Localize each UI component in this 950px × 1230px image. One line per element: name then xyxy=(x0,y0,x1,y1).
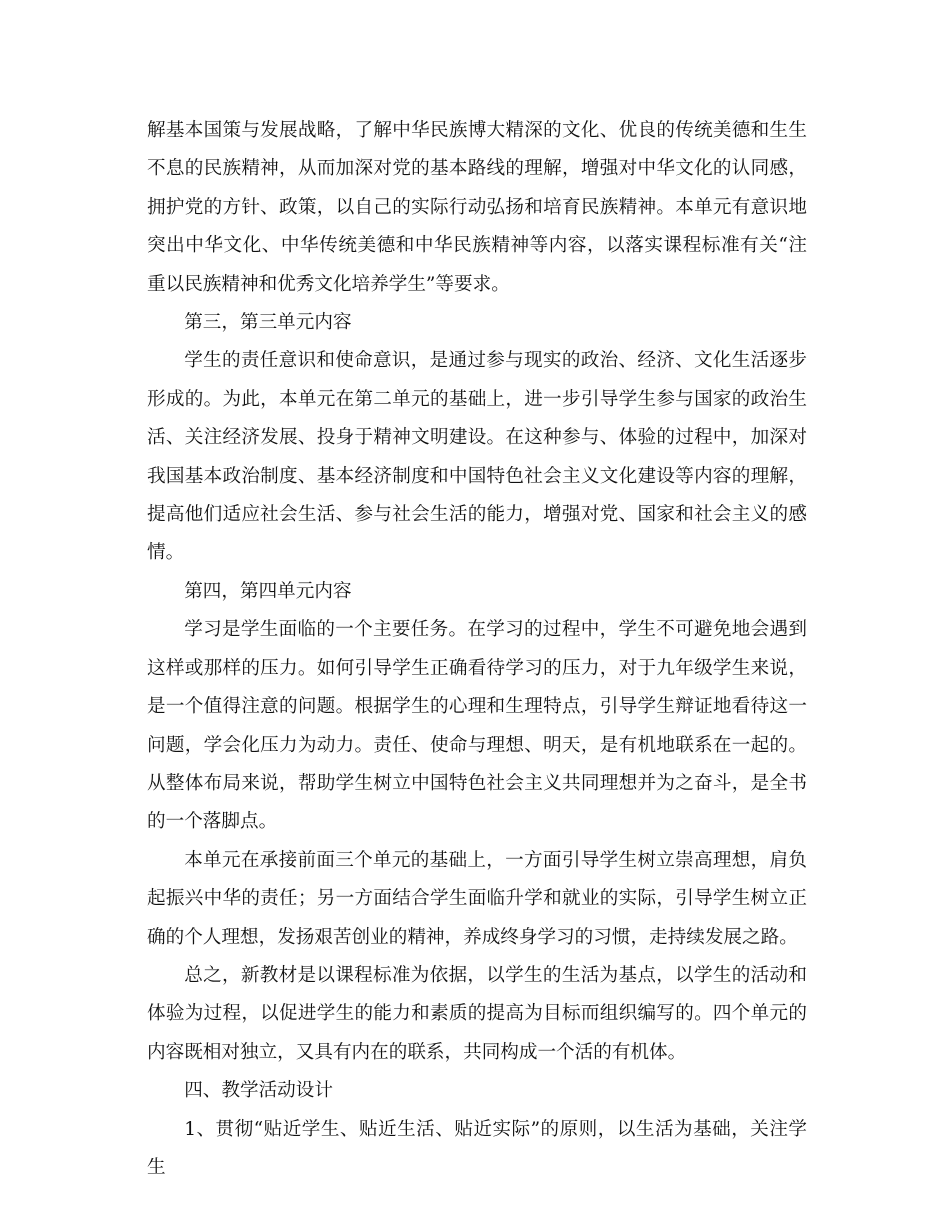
paragraph-unit-four-continued: 本单元在承接前面三个单元的基础上，一方面引导学生树立崇高理想，肩负起振兴中华的责任；另一方面结合学生面临升学和就业的实际，引导学生树立正确的个人理想，发扬艰苦创业的精神，养成终身学习的习惯，走持续发展之路。 xyxy=(147,849,807,948)
paragraph-unit-three: 学生的责任意识和使命意识，是通过参与现实的政治、经济、文化生活逐步形成的。为此，本单元在第二单元的基础上，进一步引导学生参与国家的政治生活、关注经济发展、投身于精神文明建设。在这种参与、体验的过程中，加深对我国基本政治制度、基本经济制度和中国特色社会主义文化建设等内容的理解，提高他们适应社会生活、参与社会生活的能力，增强对党、国家和社会主义的感情。 xyxy=(147,350,807,564)
list-item-principle: 1、贯彻“贴近学生、贴近生活、贴近实际”的原则，以生活为基础，关注学生 xyxy=(147,1118,807,1178)
section-heading-unit-four: 第四，第四单元内容 xyxy=(184,580,352,602)
paragraph-continuation: 解基本国策与发展战略，了解中华民族博大精深的文化、优良的传统美德和生生不息的民族精神，从而加深对党的基本路线的理解，增强对中华文化的认同感，拥护党的方针、政策，以自己的实际行动弘扬和培育民族精神。本单元有意识地突出中华文化、中华传统美德和中华民族精神等内容，以落实课程标准有关“注重以民族精神和优秀文化培养学生”等要求。 xyxy=(147,120,807,295)
section-heading-activity-design: 四、教学活动设计 xyxy=(184,1080,333,1102)
paragraph-unit-four: 学习是学生面临的一个主要任务。在学习的过程中，学生不可避免地会遇到这样或那样的压力。如何引导学生正确看待学习的压力，对于九年级学生来说，是一个值得注意的问题。根据学生的心理和生理特点，引导学生辩证地看待这一问题，学会化压力为动力。责任、使命与理想、明天，是有机地联系在一起的。从整体布局来说，帮助学生树立中国特色社会主义共同理想并为之奋斗，是全书的一个落脚点。 xyxy=(147,619,807,833)
document-body xyxy=(147,112,807,1187)
paragraph-summary: 总之，新教材是以课程标准为依据，以学生的生活为基点，以学生的活动和体验为过程，以促进学生的能力和素质的提高为目标而组织编写的。四个单元的内容既相对独立，又具有内在的联系，共同构成一个活的有机体。 xyxy=(147,964,807,1063)
section-heading-unit-three: 第三，第三单元内容 xyxy=(184,312,352,334)
